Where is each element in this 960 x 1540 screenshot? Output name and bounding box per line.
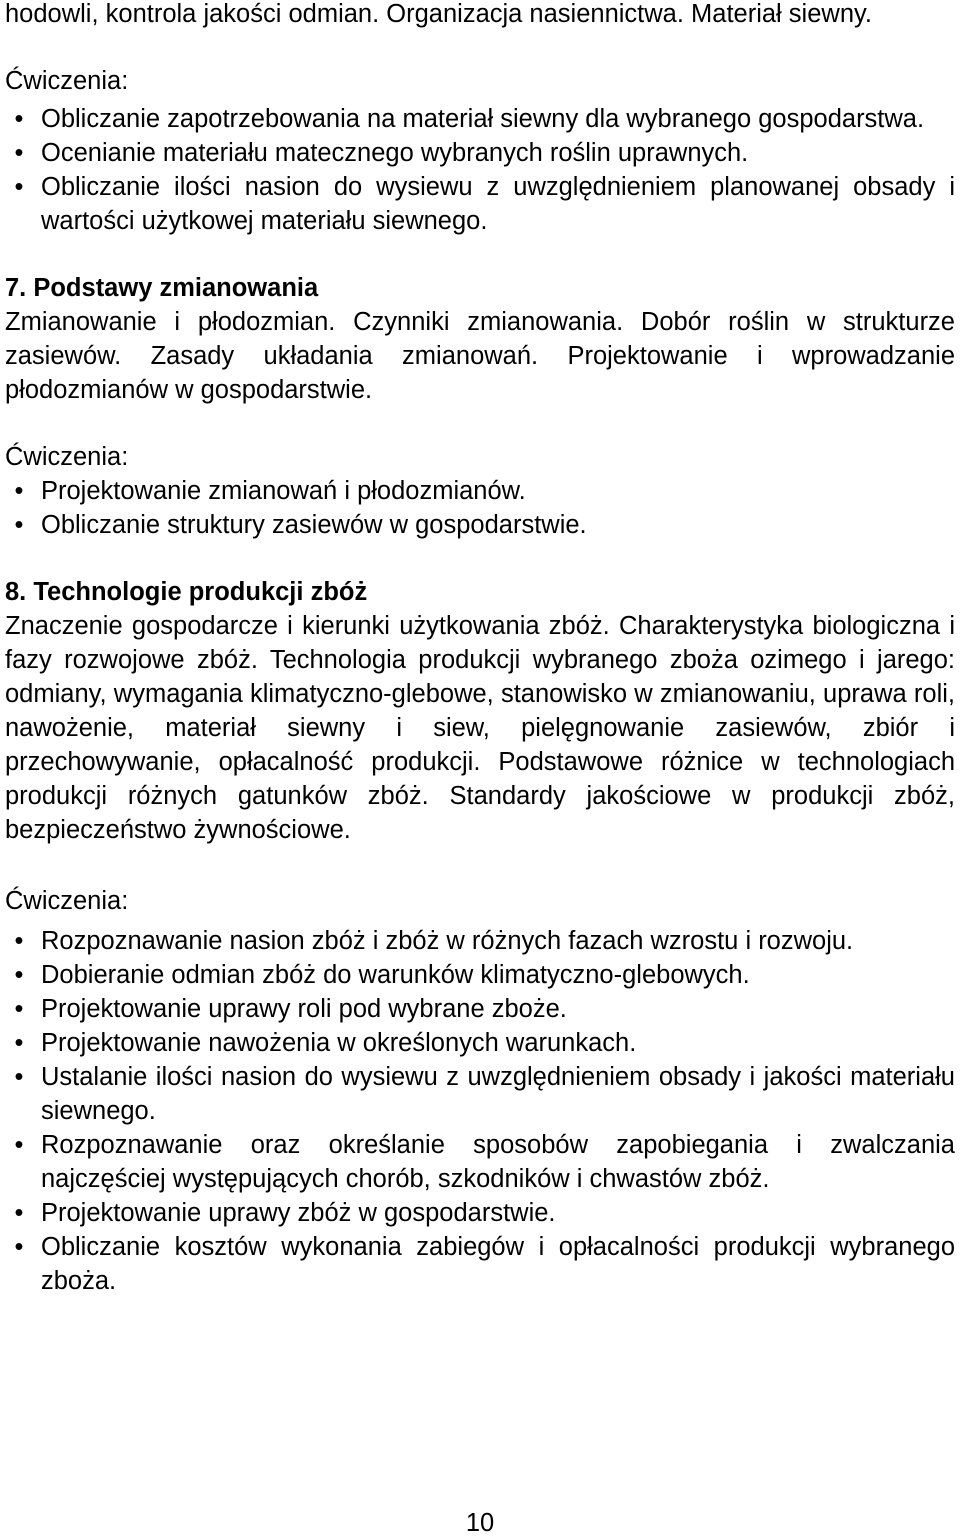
list-item: • Projektowanie uprawy roli pod wybrane zboże. (5, 992, 955, 1026)
list-item: • Obliczanie kosztów wykonania zabiegów i opłacalności produkcji wybranego zboża. (5, 1230, 955, 1298)
spacer (5, 238, 955, 271)
list-item: • Ocenianie materiału matecznego wybranych roślin uprawnych. (5, 136, 955, 170)
spacer (5, 31, 955, 64)
list-item: • Projektowanie zmianowań i płodozmianów. (5, 474, 955, 508)
section-7-body: Zmianowanie i płodozmian. Czynniki zmianowania. Dobór roślin w strukturze zasiewów. Zasady układania zmianowań. Projektowanie i wprowadzanie płodozmianów w gospodarstwie. (5, 308, 955, 404)
spacer (5, 847, 955, 884)
bullet-icon: • (14, 1029, 24, 1057)
document-page (5, 0, 955, 1298)
page-number: 10 (465, 1509, 495, 1537)
bullet-icon: • (14, 511, 24, 539)
bullet-icon: • (14, 1199, 24, 1227)
intro-paragraph: hodowli, kontrola jakości odmian. Organizacja nasiennictwa. Materiał siewny. (5, 0, 872, 28)
exercises-list-8 (5, 924, 955, 1298)
spacer (5, 407, 955, 440)
exercises-list-7 (5, 474, 955, 542)
bullet-icon: • (14, 1233, 24, 1261)
exercises-label: Ćwiczenia: (5, 443, 129, 471)
bullet-icon: • (14, 1131, 24, 1159)
bullet-icon: • (14, 927, 24, 955)
list-item: • Obliczanie ilości nasion do wysiewu z uwzględnieniem planowanej obsady i wartości użytkowej materiału siewnego. (5, 170, 955, 238)
list-item: • Rozpoznawanie nasion zbóż i zbóż w różnych fazach wzrostu i rozwoju. (5, 924, 955, 958)
list-item: • Projektowanie nawożenia w określonych warunkach. (5, 1026, 955, 1060)
exercises-label: Ćwiczenia: (5, 887, 129, 915)
spacer (5, 542, 955, 575)
bullet-icon: • (14, 105, 24, 133)
list-item: • Projektowanie uprawy zbóż w gospodarstwie. (5, 1196, 955, 1230)
section-7-heading: 7. Podstawy zmianowania (5, 274, 319, 302)
exercises-label: Ćwiczenia: (5, 67, 129, 95)
exercises-list-1 (5, 102, 955, 238)
bullet-icon: • (14, 173, 24, 201)
list-item: • Dobieranie odmian zbóż do warunków klimatyczno-glebowych. (5, 958, 955, 992)
bullet-icon: • (14, 477, 24, 505)
section-8-body: Znaczenie gospodarcze i kierunki użytkowania zbóż. Charakterystyka biologiczna i fazy rozwojowe zbóż. Technologia produkcji wybranego zboża ozimego i jarego: odmiany, wymagania klimatyczno-glebowe, stanowisko w zmianowaniu, uprawa roli, nawożenie, materiał siewny i siew, pielęgnowanie zasiewów, zbiór i przechowywanie, opłacalność produkcji. Podstawowe różnice w technologiach produkcji różnych gatunków zbóż. Standardy jakościowe w produkcji zbóż, bezpieczeństwo żywnościowe. (5, 612, 955, 844)
bullet-icon: • (14, 995, 24, 1023)
list-item: • Obliczanie struktury zasiewów w gospodarstwie. (5, 508, 955, 542)
bullet-icon: • (14, 1063, 24, 1091)
bullet-icon: • (14, 961, 24, 989)
list-item: • Ustalanie ilości nasion do wysiewu z uwzględnieniem obsady i jakości materiału siewnego. (5, 1060, 955, 1128)
list-item: • Rozpoznawanie oraz określanie sposobów zapobiegania i zwalczania najczęściej występujących chorób, szkodników i chwastów zbóż. (5, 1128, 955, 1196)
bullet-icon: • (14, 139, 24, 167)
section-8-heading: 8. Technologie produkcji zbóż (5, 578, 368, 606)
list-item: • Obliczanie zapotrzebowania na materiał siewny dla wybranego gospodarstwa. (5, 102, 955, 136)
